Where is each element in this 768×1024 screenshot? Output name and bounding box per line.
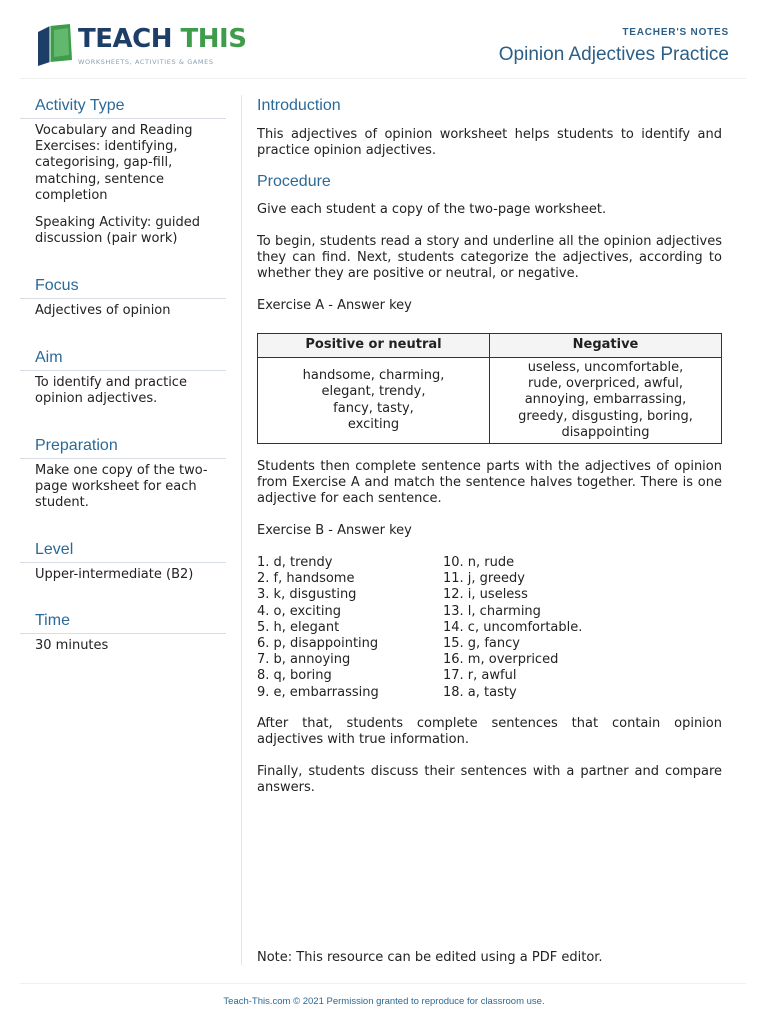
activity-type-heading: Activity Type — [20, 95, 226, 119]
footer-copyright[interactable]: Teach-This.com © 2021 Permission granted to reproduce for classroom use. — [223, 996, 545, 1007]
procedure-heading: Procedure — [257, 173, 331, 190]
cell-line: disappointing — [561, 424, 650, 440]
cell-line: fancy, tasty, — [333, 400, 414, 416]
list-item: 1. d, trendy — [257, 555, 333, 570]
introduction-heading: Introduction — [257, 97, 341, 114]
time-section — [20, 610, 226, 654]
activity-type-line: Speaking Activity: guided discussion (pair work) — [35, 215, 201, 247]
level-body: Upper-intermediate (B2) — [35, 567, 194, 582]
list-item: 2. f, handsome — [257, 571, 355, 587]
list-item: 14. c, uncomfortable. — [443, 619, 583, 635]
list-item: 5. h, elegant — [257, 619, 340, 635]
time-body: 30 minutes — [35, 638, 109, 653]
procedure-paragraph-1: Give each student a copy of the two-page worksheet. — [257, 202, 607, 217]
negative-adjectives-cell — [490, 358, 722, 444]
footer-divider — [20, 983, 746, 984]
header-titles — [499, 27, 729, 66]
list-item: 7. b, annoying — [257, 652, 351, 668]
list-item: 17. r, awful — [443, 668, 517, 684]
procedure-paragraph-5: Finally, students discuss their sentences with a partner and compare answers. — [257, 764, 722, 796]
cell-line: rude, overpriced, awful, — [527, 376, 684, 392]
column-divider — [241, 95, 242, 965]
focus-heading: Focus — [20, 275, 226, 299]
preparation-heading: Preparation — [20, 435, 226, 459]
cell-line: greedy, disgusting, boring, — [518, 408, 693, 424]
preparation-section — [20, 435, 226, 512]
introduction-text: This adjectives of opinion worksheet helps students to identify and practice opinion adjectives. — [257, 127, 722, 159]
list-item: 16. m, overpriced — [443, 652, 559, 668]
answer-key-column-2 — [443, 555, 629, 701]
time-heading: Time — [20, 610, 226, 634]
level-section — [20, 539, 226, 583]
focus-body: Adjectives of opinion — [35, 303, 171, 318]
cell-line: exciting — [347, 416, 400, 432]
answer-key-table — [257, 333, 722, 444]
preparation-body: Make one copy of the two-page worksheet for each student. — [35, 463, 208, 511]
list-item: 11. j, greedy — [443, 571, 525, 587]
aim-heading: Aim — [20, 347, 226, 371]
cell-line: annoying, embarrassing, — [524, 392, 687, 408]
logo-word-this: THIS — [180, 24, 247, 54]
focus-section — [20, 275, 226, 319]
header-divider — [20, 78, 746, 79]
level-heading: Level — [20, 539, 226, 563]
procedure-paragraph-3: Students then complete sentence parts with the adjectives of opinion from Exercise A and match the sentence halves together. There is one adjective for each sentence. — [257, 459, 722, 507]
list-item: 18. a, tasty — [443, 684, 517, 700]
procedure-paragraph-4: After that, students complete sentences that contain opinion adjectives with true information. — [257, 716, 722, 748]
cell-line: handsome, charming, — [302, 368, 445, 384]
page-header — [0, 0, 768, 80]
list-item: 3. k, disgusting — [257, 587, 357, 603]
activity-type-section — [20, 95, 226, 247]
exercise-a-table — [257, 333, 722, 444]
book-logo-icon — [36, 22, 76, 68]
cell-line: elegant, trendy, — [321, 384, 426, 400]
positive-adjectives-cell — [258, 358, 490, 444]
exercise-a-label: Exercise A - Answer key — [257, 298, 412, 313]
list-item: 4. o, exciting — [257, 603, 341, 619]
exercise-b-label: Exercise B - Answer key — [257, 523, 412, 538]
procedure-paragraph-2: To begin, students read a story and underline all the opinion adjectives they can find. Next, students categorize the adjectives, according to whether they are positive or neutral, or negative. — [257, 234, 722, 282]
aim-body: To identify and practice opinion adjectives. — [35, 375, 187, 407]
activity-type-line: Vocabulary and Reading Exercises: identifying, categorising, gap-fill, matching, sentence completion — [35, 123, 193, 203]
exercise-b-answer-key — [257, 555, 722, 701]
pdf-editor-note: Note: This resource can be edited using a PDF editor. — [257, 950, 603, 965]
list-item: 8. q, boring — [257, 668, 332, 684]
page-title: Opinion Adjectives Practice — [498, 44, 729, 65]
list-item: 6. p, disappointing — [257, 636, 379, 652]
list-item: 13. l, charming — [443, 603, 541, 619]
table-header-positive: Positive or neutral — [258, 334, 490, 358]
list-item: 10. n, rude — [443, 555, 515, 570]
cell-line: useless, uncomfortable, — [527, 360, 684, 375]
logo-wordmark — [78, 24, 246, 54]
list-item: 12. i, useless — [443, 587, 528, 603]
aim-section — [20, 347, 226, 407]
teach-this-logo[interactable] — [36, 22, 247, 70]
table-header-negative: Negative — [490, 334, 722, 358]
list-item: 9. e, embarrassing — [257, 684, 379, 700]
activity-type-body — [20, 119, 226, 247]
teachers-notes-label: TEACHER'S NOTES — [622, 27, 729, 38]
logo-word-teach: TEACH — [78, 24, 172, 54]
list-item: 15. g, fancy — [443, 636, 520, 652]
logo-tagline: WORKSHEETS, ACTIVITIES & GAMES — [78, 58, 214, 66]
table-row — [258, 358, 722, 444]
answer-key-column-1 — [257, 555, 443, 701]
